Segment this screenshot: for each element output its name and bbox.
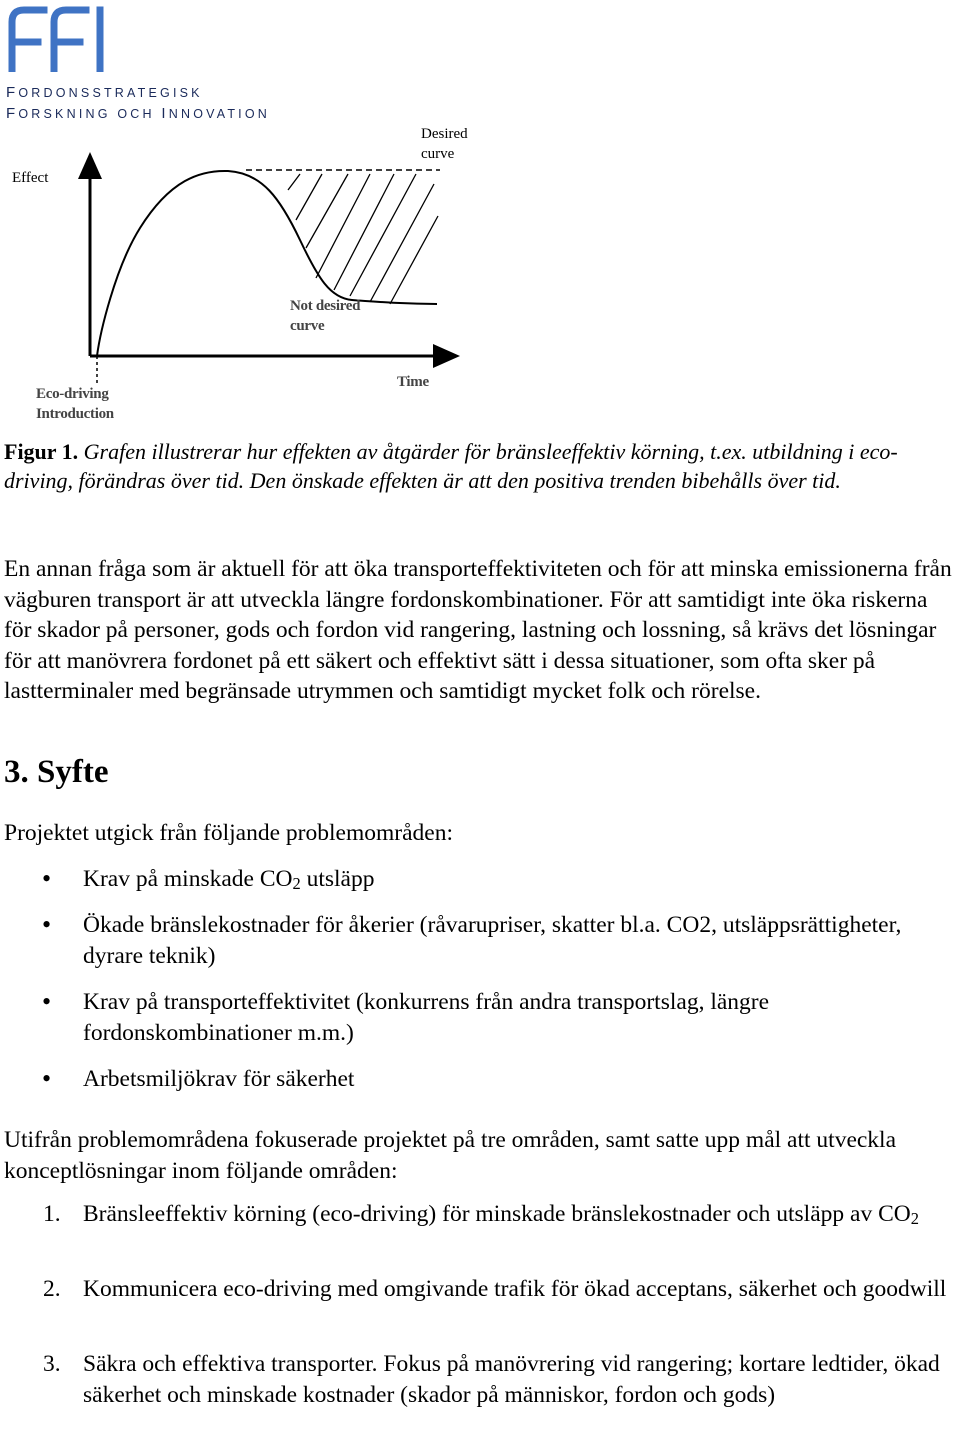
list-marker: 2. xyxy=(43,1276,61,1302)
time-label: Time xyxy=(397,374,429,390)
logo-line-2: FORSKNING OCH INNOVATION xyxy=(6,105,271,122)
ffi-logo-mark xyxy=(6,4,106,72)
caption-text: Grafen illustrerar hur effekten av åtgärder för bränsleeffektiv körning, t.ex. utbildning i eco-driving, förändras över tid. Den önskade effekten är att den positiva trenden bibehålls över tid. xyxy=(4,439,898,493)
section-heading: 3. Syfte xyxy=(4,754,109,790)
bullet-icon: • xyxy=(42,910,52,939)
body-paragraph-1: En annan fråga som är aktuell för att öka transporteffektiviteten och för att minska emissionerna från vägburen transport är att utveckla längre fordonskombinationer. För att samtidigt inte öka riskerna för skador på personer, gods och fordon vid rangering, lastning och lossning, så krävs det lösningar för att manövrera fordonet på ett säkert och effektivt sätt i dessa situationer, som ofta sker på lastterminaler med begränsade utrymmen och samtidigt mycket folk och rörelse. xyxy=(4,556,952,705)
logo-line-1: FORDONSSTRATEGISK xyxy=(6,84,203,101)
list-item: Kommunicera eco-driving med omgivande trafik för ökad acceptans, säkerhet och goodwill xyxy=(83,1276,947,1302)
effect-over-time-figure xyxy=(0,118,480,428)
not-desired-label-1: Not desired xyxy=(290,298,361,314)
intro-label-1: Eco-driving xyxy=(36,386,109,402)
list-marker: 3. xyxy=(43,1351,61,1377)
list-marker: 1. xyxy=(43,1201,61,1227)
hatch-area xyxy=(288,174,438,304)
list-item: Säkra och effektiva transporter. Fokus på manövrering vid rangering; kortare ledtider, ökad säkerhet och minskade kostnader (skador på människor, fordon och gods) xyxy=(83,1351,940,1408)
bullet-icon: • xyxy=(42,864,52,893)
bullet-icon: • xyxy=(42,987,52,1016)
intro-label-2: Introduction xyxy=(36,406,114,422)
not-desired-curve xyxy=(97,171,437,356)
section-intro: Projektet utgick från följande problemområden: xyxy=(4,820,453,846)
bullet-icon: • xyxy=(42,1064,52,1093)
not-desired-label-2: curve xyxy=(290,318,325,334)
figure-caption xyxy=(4,438,956,495)
caption-lead: Figur 1. xyxy=(4,439,79,464)
effect-label: Effect xyxy=(12,170,49,186)
desired-label-1: Desired xyxy=(421,126,468,142)
body-paragraph-2: Utifrån problemområdena fokuserade projektet på tre områden, samt satte upp mål att utveckla konceptlösningar inom följande områden: xyxy=(4,1127,897,1184)
desired-label-2: curve xyxy=(421,146,455,162)
list-item: Bränsleeffektiv körning (eco-driving) för minskade bränslekostnader och utsläpp av $CO_2$ xyxy=(83,1201,919,1228)
